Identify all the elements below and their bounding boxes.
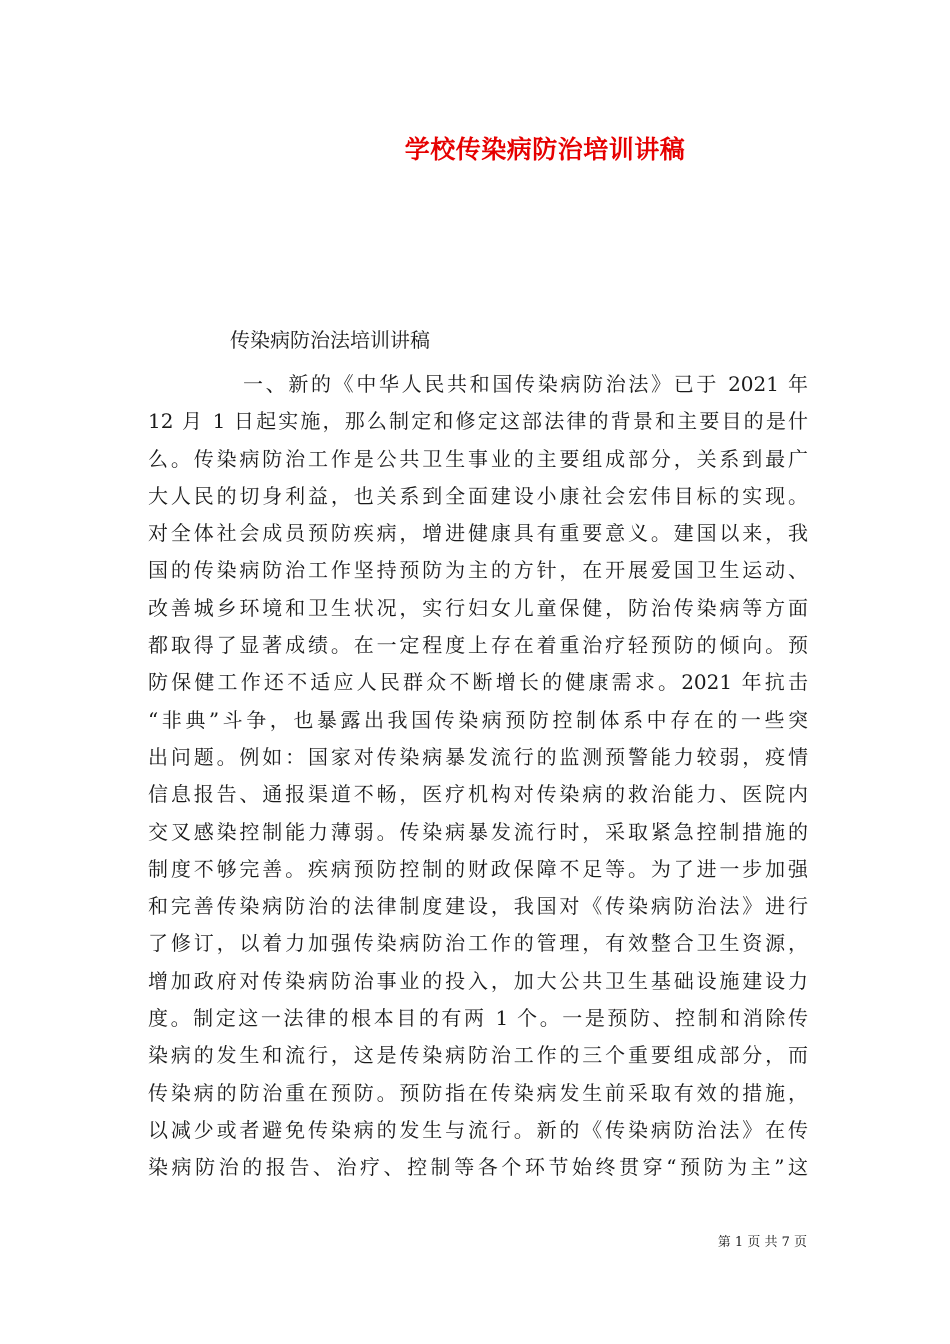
body-text [148,366,808,1187]
body-line: 国的传染病防治工作坚持预防为主的方针，在开展爱国卫生运动、 [148,558,808,583]
body-line: 一、新的《中华人民共和国传染病防治法》已于 2021 年 [243,372,808,396]
body-line: “非典”斗争，也暴露出我国传染病预防控制体系中存在的一些突 [148,707,808,732]
body-line: 交叉感染控制能力薄弱。传染病暴发流行时，采取紧急控制措施的 [148,819,808,844]
page-number-footer: 第 1 页 共 7 页 [717,1235,807,1250]
body-line: 都取得了显著成绩。在一定程度上存在着重治疗轻预防的倾向。预 [148,633,808,658]
body-line: 度。制定这一法律的根本目的有两 1 个。一是预防、控制和消除传 [148,1006,808,1031]
body-line: 了修订，以着力加强传染病防治工作的管理，有效整合卫生资源， [148,931,808,956]
body-line: 增加政府对传染病防治事业的投入，加大公共卫生基础设施建设力 [148,968,808,993]
body-line: 出问题。例如：国家对传染病暴发流行的监测预警能力较弱，疫情 [148,744,808,769]
body-line: 防保健工作还不适应人民群众不断增长的健康需求。2021 年抗击 [148,670,808,695]
document-title: 学校传染病防治培训讲稿 [404,135,686,164]
document-subtitle: 传染病防治法培训讲稿 [230,328,430,352]
body-line: 染病的发生和流行，这是传染病防治工作的三个重要组成部分，而 [148,1043,808,1068]
body-line: 染病防治的报告、治疗、控制等各个环节始终贯穿“预防为主”这 [148,1155,808,1180]
body-line: 12 月 1 日起实施，那么制定和修定这部法律的背景和主要目的是什 [148,409,808,434]
body-line: 对全体社会成员预防疾病，增进健康具有重要意义。建国以来，我 [148,521,808,546]
body-line: 制度不够完善。疾病预防控制的财政保障不足等。为了进一步加强 [148,856,808,881]
body-line: 以减少或者避免传染病的发生与流行。新的《传染病防治法》在传 [148,1117,808,1142]
body-line: 么。传染病防治工作是公共卫生事业的主要组成部分，关系到最广 [148,446,808,471]
body-line: 大人民的切身利益，也关系到全面建设小康社会宏伟目标的实现。 [148,483,808,508]
body-line: 和完善传染病防治的法律制度建设，我国对《传染病防治法》进行 [148,894,808,919]
body-line: 改善城乡环境和卫生状况，实行妇女儿童保健，防治传染病等方面 [148,595,808,620]
body-line: 传染病的防治重在预防。预防指在传染病发生前采取有效的措施， [148,1080,808,1105]
body-line: 信息报告、通报渠道不畅，医疗机构对传染病的救治能力、医院内 [148,782,808,807]
